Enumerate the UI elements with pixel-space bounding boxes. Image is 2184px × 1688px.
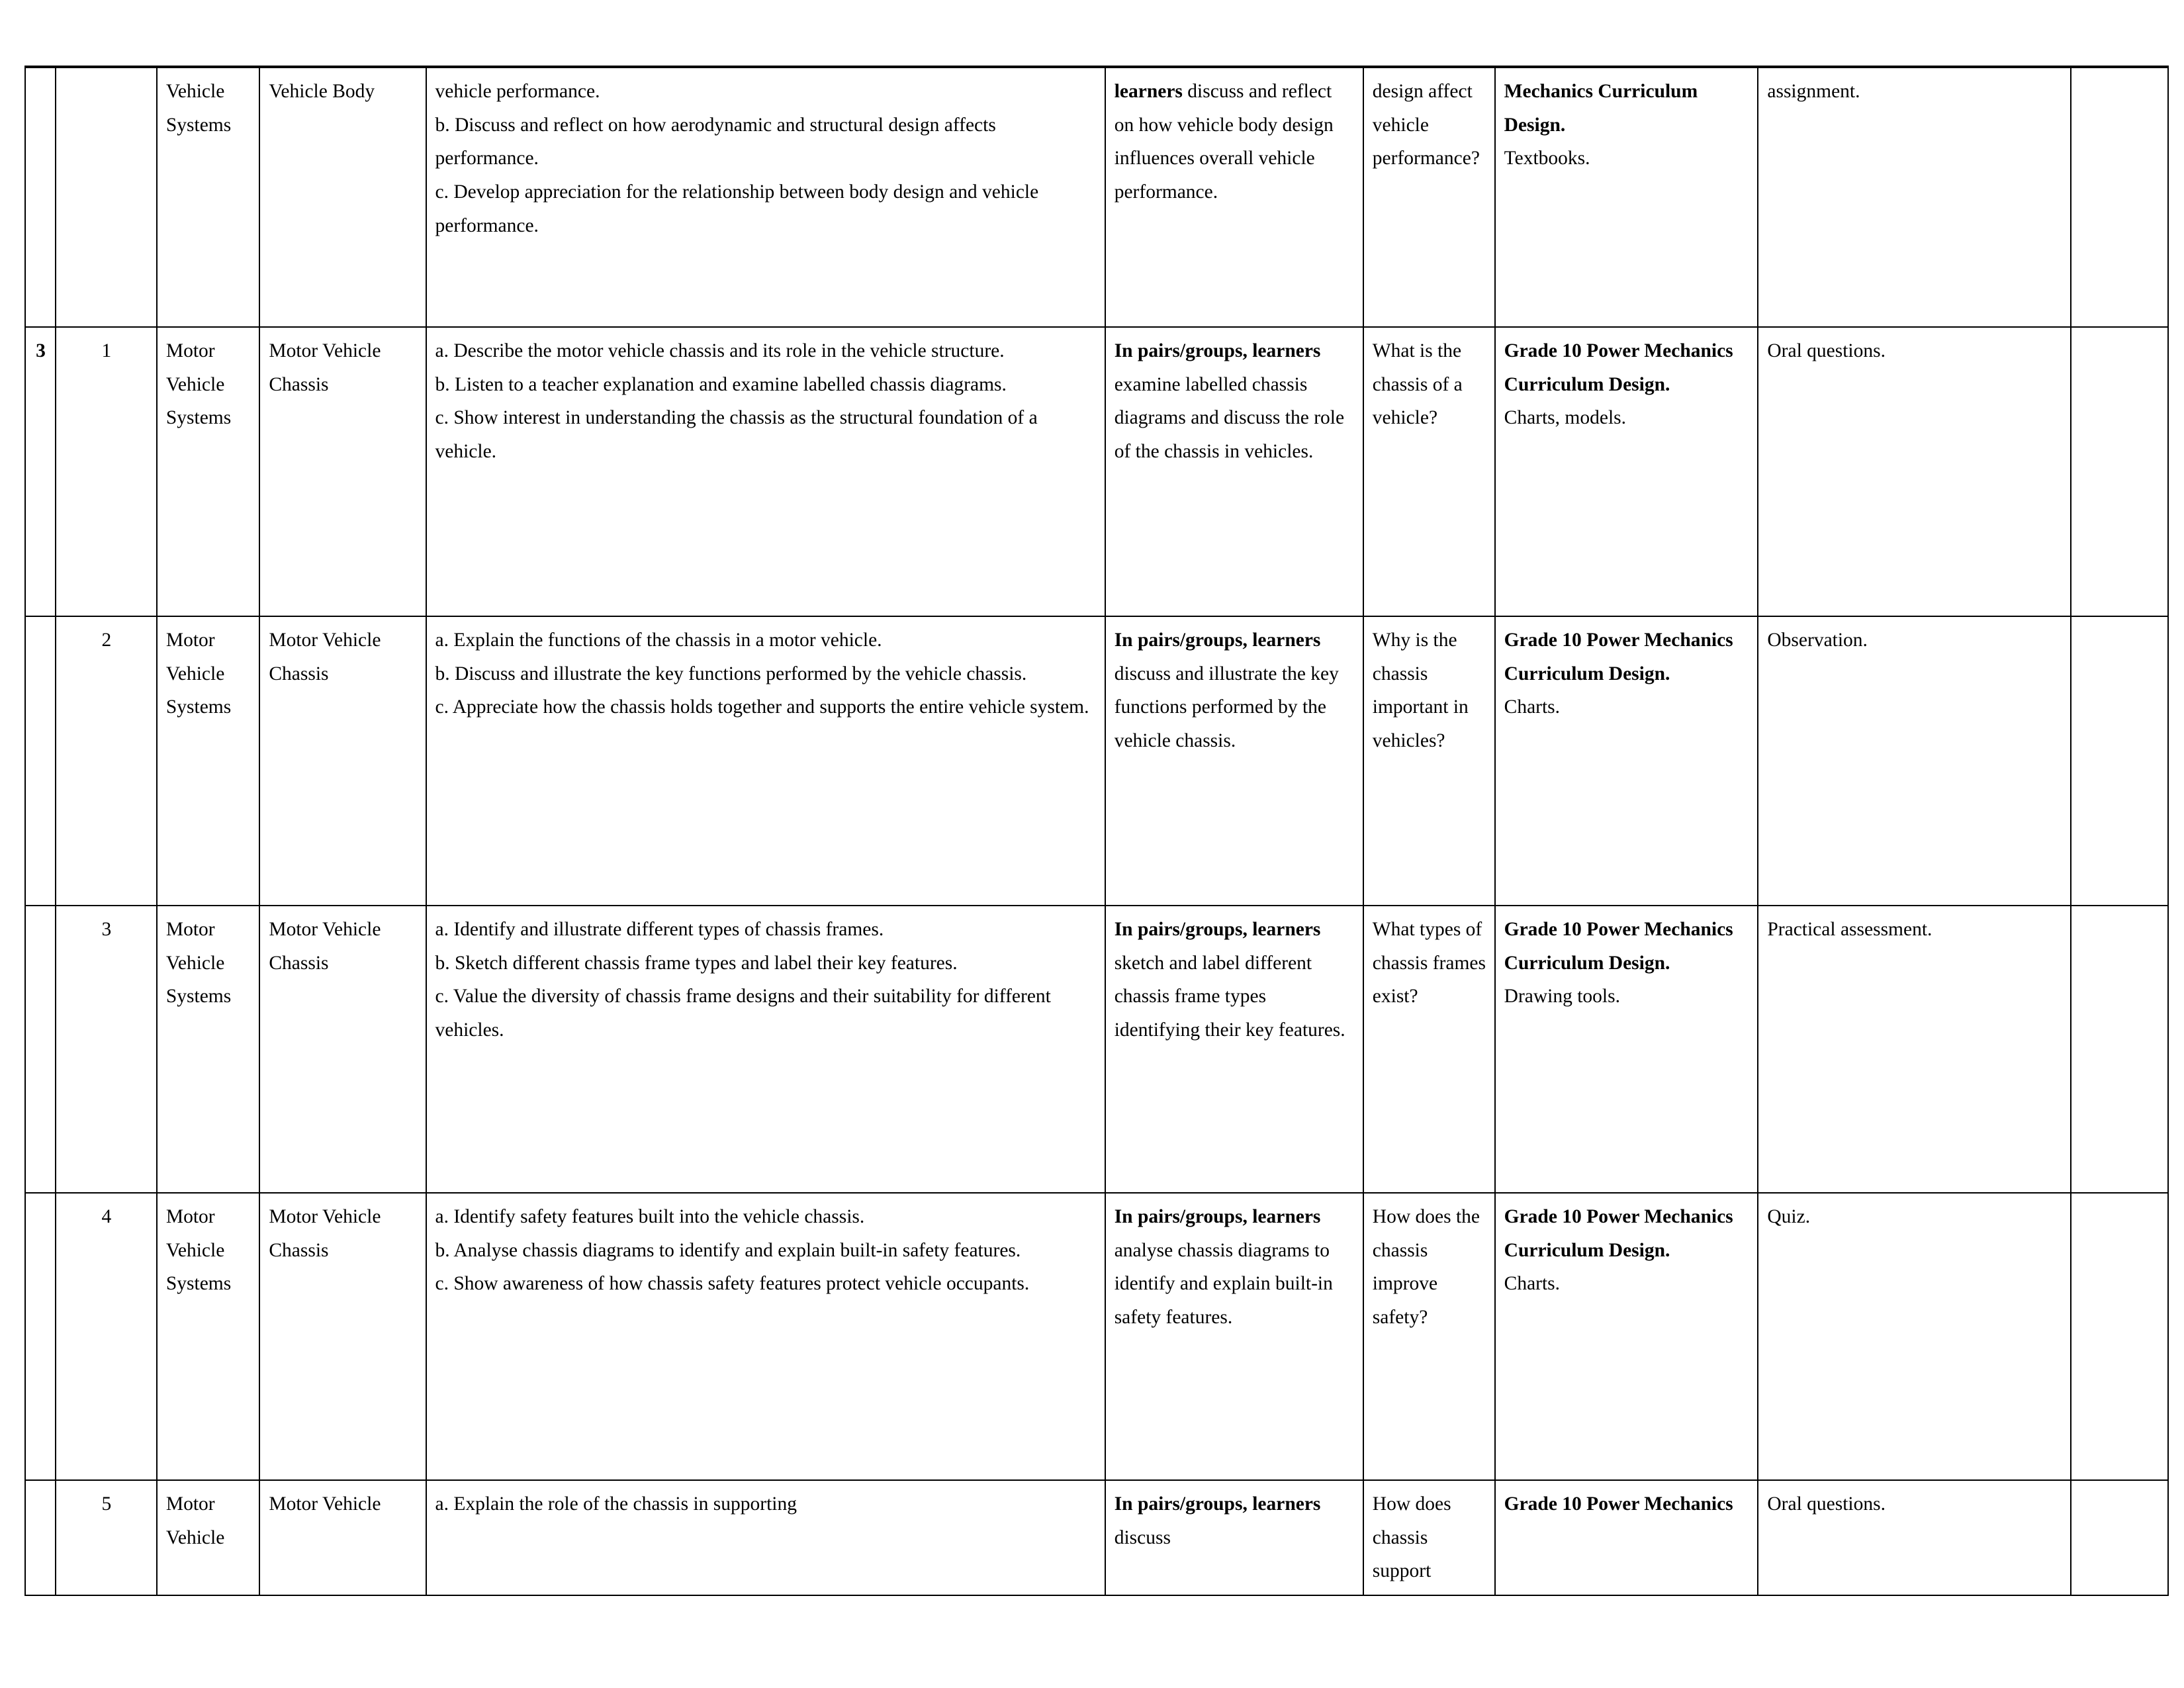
substrand-text: Motor Vehicle Chassis xyxy=(269,340,381,395)
outcome-line: c. Show interest in understanding the chassis as the structural foundation of a vehicle. xyxy=(435,407,1038,463)
resources-items: Textbooks. xyxy=(1504,148,1590,169)
strand-text: Motor Vehicle Systems xyxy=(165,340,232,429)
assessment-text: Quiz. xyxy=(1767,1206,1811,1227)
activities-lead: In pairs/groups, learners xyxy=(1114,340,1321,361)
cell-week xyxy=(25,68,56,327)
cell-substrand xyxy=(259,616,426,906)
resources-title: Grade 10 Power Mechanics Curriculum Design. xyxy=(1504,340,1733,395)
inquiry-text: design affect vehicle performance? xyxy=(1372,81,1480,169)
table-row xyxy=(25,327,2168,616)
substrand-text: Motor Vehicle xyxy=(269,1493,381,1515)
cell-assessment xyxy=(1758,616,2071,906)
outcome-line: a. Explain the role of the chassis in supporting xyxy=(435,1493,797,1515)
cell-reflection xyxy=(2071,1480,2168,1595)
cell-assessment xyxy=(1758,1480,2071,1595)
outcome-line: b. Discuss and illustrate the key functions performed by the vehicle chassis. xyxy=(435,663,1027,684)
activities-text: discuss and illustrate the key functions performed by the vehicle chassis. xyxy=(1114,663,1339,752)
cell-activities xyxy=(1105,906,1363,1193)
cell-inquiry xyxy=(1363,68,1495,327)
cell-lesson xyxy=(56,906,157,1193)
cell-week xyxy=(25,327,56,616)
assessment-text: Observation. xyxy=(1767,630,1868,651)
cell-resources xyxy=(1495,906,1758,1193)
cell-activities xyxy=(1105,1193,1363,1480)
table-body xyxy=(25,68,2168,1595)
table-row xyxy=(25,906,2168,1193)
strand-text: Motor Vehicle Systems xyxy=(165,630,232,718)
activities-lead: In pairs/groups, learners xyxy=(1114,630,1321,651)
cell-outcomes xyxy=(426,1480,1105,1595)
cell-lesson xyxy=(56,327,157,616)
cell-lesson xyxy=(56,616,157,906)
resources-items: Charts, models. xyxy=(1504,407,1627,429)
outcome-line: a. Describe the motor vehicle chassis and its role in the vehicle structure. xyxy=(435,340,1005,361)
cell-substrand xyxy=(259,327,426,616)
table-row xyxy=(25,616,2168,906)
cell-assessment xyxy=(1758,1193,2071,1480)
cell-outcomes xyxy=(426,1193,1105,1480)
outcome-line: b. Analyse chassis diagrams to identify and explain built-in safety features. xyxy=(435,1239,1021,1261)
cell-reflection xyxy=(2071,327,2168,616)
cell-inquiry xyxy=(1363,1480,1495,1595)
assessment-text: assignment. xyxy=(1767,81,1860,102)
inquiry-text: What types of chassis frames exist? xyxy=(1372,919,1486,1008)
cell-lesson xyxy=(56,1193,157,1480)
cell-strand xyxy=(157,68,260,327)
table-row xyxy=(25,68,2168,327)
outcome-line: b. Sketch different chassis frame types and label their key features. xyxy=(435,952,958,974)
cell-substrand xyxy=(259,1193,426,1480)
activities-text: discuss and reflect on how vehicle body design influences overall vehicle performance. xyxy=(1114,81,1334,203)
cell-reflection xyxy=(2071,906,2168,1193)
activities-text: analyse chassis diagrams to identify and explain built-in safety features. xyxy=(1114,1239,1333,1329)
cell-inquiry xyxy=(1363,327,1495,616)
cell-reflection xyxy=(2071,616,2168,906)
cell-activities xyxy=(1105,1480,1363,1595)
lesson-number: 4 xyxy=(101,1206,112,1227)
cell-activities xyxy=(1105,616,1363,906)
cell-assessment xyxy=(1758,68,2071,327)
resources-title: Grade 10 Power Mechanics Curriculum Design. xyxy=(1504,919,1733,974)
outcome-line: vehicle performance. xyxy=(435,81,600,102)
lesson-number: 2 xyxy=(101,630,112,651)
assessment-text: Oral questions. xyxy=(1767,1493,1886,1515)
lesson-number: 5 xyxy=(101,1493,112,1515)
assessment-text: Practical assessment. xyxy=(1767,919,1933,940)
cell-strand xyxy=(157,327,260,616)
activities-lead: In pairs/groups, learners xyxy=(1114,919,1321,940)
cell-substrand xyxy=(259,1480,426,1595)
outcome-line: c. Value the diversity of chassis frame designs and their suitability for different vehicles. xyxy=(435,986,1051,1041)
resources-items: Charts. xyxy=(1504,1273,1561,1295)
activities-text: examine labelled chassis diagrams and discuss the role of the chassis in vehicles. xyxy=(1114,373,1345,463)
substrand-text: Motor Vehicle Chassis xyxy=(269,919,381,974)
resources-title: Grade 10 Power Mechanics Curriculum Design. xyxy=(1504,630,1733,684)
cell-week xyxy=(25,1193,56,1480)
resources-items: Drawing tools. xyxy=(1504,986,1620,1008)
strand-text: Vehicle Systems xyxy=(165,81,232,136)
activities-lead: learners xyxy=(1114,81,1183,102)
cell-outcomes xyxy=(426,327,1105,616)
cell-assessment xyxy=(1758,906,2071,1193)
cell-week xyxy=(25,616,56,906)
cell-resources xyxy=(1495,1480,1758,1595)
cell-strand xyxy=(157,1193,260,1480)
inquiry-text: Why is the chassis important in vehicles? xyxy=(1372,630,1469,752)
outcome-line: a. Explain the functions of the chassis in a motor vehicle. xyxy=(435,630,882,651)
cell-activities xyxy=(1105,327,1363,616)
lesson-number: 1 xyxy=(101,340,112,361)
inquiry-text: What is the chassis of a vehicle? xyxy=(1372,340,1463,429)
scheme-of-work-table xyxy=(24,67,2169,1596)
substrand-text: Motor Vehicle Chassis xyxy=(269,630,381,684)
outcome-line: a. Identify safety features built into the vehicle chassis. xyxy=(435,1206,865,1227)
table-row xyxy=(25,1480,2168,1595)
substrand-text: Vehicle Body xyxy=(269,81,375,102)
outcome-line: b. Discuss and reflect on how aerodynamic and structural design affects performance. xyxy=(435,114,996,169)
outcome-line: c. Appreciate how the chassis holds together and supports the entire vehicle system. xyxy=(435,696,1089,718)
inquiry-text: How does the chassis improve safety? xyxy=(1372,1206,1480,1329)
cell-outcomes xyxy=(426,616,1105,906)
cell-reflection xyxy=(2071,1193,2168,1480)
cell-reflection xyxy=(2071,68,2168,327)
assessment-text: Oral questions. xyxy=(1767,340,1886,361)
resources-title: Mechanics Curriculum Design. xyxy=(1504,81,1698,136)
cell-lesson xyxy=(56,68,157,327)
cell-strand xyxy=(157,1480,260,1595)
cell-inquiry xyxy=(1363,906,1495,1193)
resources-items: Charts. xyxy=(1504,696,1561,718)
strand-text: Motor Vehicle Systems xyxy=(165,919,232,1008)
cell-lesson xyxy=(56,1480,157,1595)
cell-week xyxy=(25,906,56,1193)
cell-outcomes xyxy=(426,68,1105,327)
cell-strand xyxy=(157,906,260,1193)
outcome-line: c. Develop appreciation for the relationship between body design and vehicle performance. xyxy=(435,181,1039,236)
resources-title: Grade 10 Power Mechanics Curriculum Design. xyxy=(1504,1206,1733,1261)
substrand-text: Motor Vehicle Chassis xyxy=(269,1206,381,1261)
strand-text: Motor Vehicle Systems xyxy=(165,1206,232,1295)
outcome-line: a. Identify and illustrate different types of chassis frames. xyxy=(435,919,884,940)
cell-substrand xyxy=(259,906,426,1193)
cell-activities xyxy=(1105,68,1363,327)
cell-week xyxy=(25,1480,56,1595)
lesson-number: 3 xyxy=(101,919,112,940)
cell-substrand xyxy=(259,68,426,327)
activities-lead: In pairs/groups, learners xyxy=(1114,1206,1321,1227)
cell-resources xyxy=(1495,616,1758,906)
strand-text: Motor Vehicle xyxy=(165,1493,225,1548)
activities-text: discuss xyxy=(1114,1526,1171,1548)
cell-resources xyxy=(1495,68,1758,327)
activities-text: sketch and label different chassis frame types identifying their key features. xyxy=(1114,952,1345,1041)
outcome-line: b. Listen to a teacher explanation and examine labelled chassis diagrams. xyxy=(435,373,1007,395)
cell-resources xyxy=(1495,1193,1758,1480)
table-top-rule xyxy=(24,66,2169,68)
cell-outcomes xyxy=(426,906,1105,1193)
cell-inquiry xyxy=(1363,616,1495,906)
inquiry-text: How does chassis support xyxy=(1372,1493,1451,1582)
outcome-line: c. Show awareness of how chassis safety features protect vehicle occupants. xyxy=(435,1273,1030,1295)
cell-resources xyxy=(1495,327,1758,616)
cell-inquiry xyxy=(1363,1193,1495,1480)
cell-strand xyxy=(157,616,260,906)
week-number: 3 xyxy=(36,340,46,361)
resources-title: Grade 10 Power Mechanics xyxy=(1504,1493,1733,1515)
activities-lead: In pairs/groups, learners xyxy=(1114,1493,1321,1515)
cell-assessment xyxy=(1758,327,2071,616)
table-row xyxy=(25,1193,2168,1480)
